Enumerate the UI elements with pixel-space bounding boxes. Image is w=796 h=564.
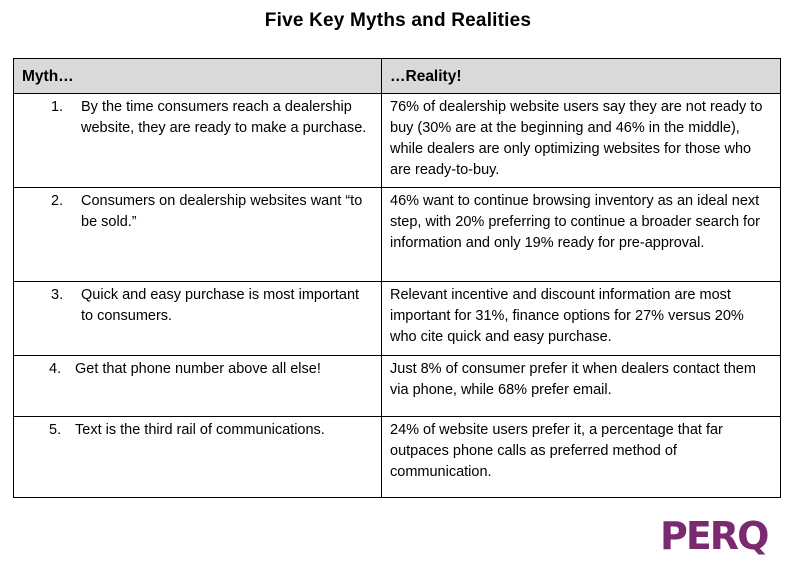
myth-text: By the time consumers reach a dealership website, they are ready to make a purchase. bbox=[81, 99, 367, 136]
reality-column-header: …Reality! bbox=[382, 59, 781, 94]
table-row bbox=[14, 282, 781, 356]
table-row bbox=[14, 356, 781, 417]
table-header-row bbox=[14, 59, 781, 94]
myth-number: 2. bbox=[51, 193, 64, 209]
myth-cell bbox=[14, 356, 382, 417]
myth-text: Quick and easy purchase is most important to consumers. bbox=[81, 287, 360, 324]
myth-text: Text is the third rail of communications. bbox=[75, 422, 325, 438]
myth-cell bbox=[14, 282, 382, 356]
myth-text: Consumers on dealership websites want “to be sold.” bbox=[81, 193, 363, 230]
table-row bbox=[14, 94, 781, 188]
reality-cell: Just 8% of consumer prefer it when dealers contact them via phone, while 68% prefer email. bbox=[382, 356, 781, 417]
myth-cell bbox=[14, 417, 382, 498]
myth-text: Get that phone number above all else! bbox=[75, 361, 321, 377]
table-row bbox=[14, 417, 781, 498]
myth-number: 1. bbox=[51, 99, 64, 115]
logo-wordmark: PERQ bbox=[660, 514, 768, 556]
myth-number: 4. bbox=[49, 361, 62, 377]
myth-number: 5. bbox=[49, 422, 62, 438]
myths-realities-table bbox=[13, 58, 781, 498]
myth-cell bbox=[14, 94, 382, 188]
table-row bbox=[14, 188, 781, 282]
reality-cell: Relevant incentive and discount information are most important for 31%, finance options for 27% versus 20% who cite quick and easy purchase. bbox=[382, 282, 781, 356]
myth-column-header: Myth… bbox=[14, 59, 382, 94]
myth-cell bbox=[14, 188, 382, 282]
myth-number: 3. bbox=[51, 287, 64, 303]
page-title: Five Key Myths and Realities bbox=[264, 10, 532, 31]
reality-cell: 46% want to continue browsing inventory as an ideal next step, with 20% preferring to continue a broader search for information and only 19% ready for pre-approval. bbox=[382, 188, 781, 282]
reality-cell: 24% of website users prefer it, a percentage that far outpaces phone calls as preferred method of communication. bbox=[382, 417, 781, 498]
perq-logo bbox=[659, 512, 780, 556]
reality-cell: 76% of dealership website users say they are not ready to buy (30% are at the beginning and 46% in the middle), while dealers are only optimizing websites for those who are ready-to-buy. bbox=[382, 94, 781, 188]
